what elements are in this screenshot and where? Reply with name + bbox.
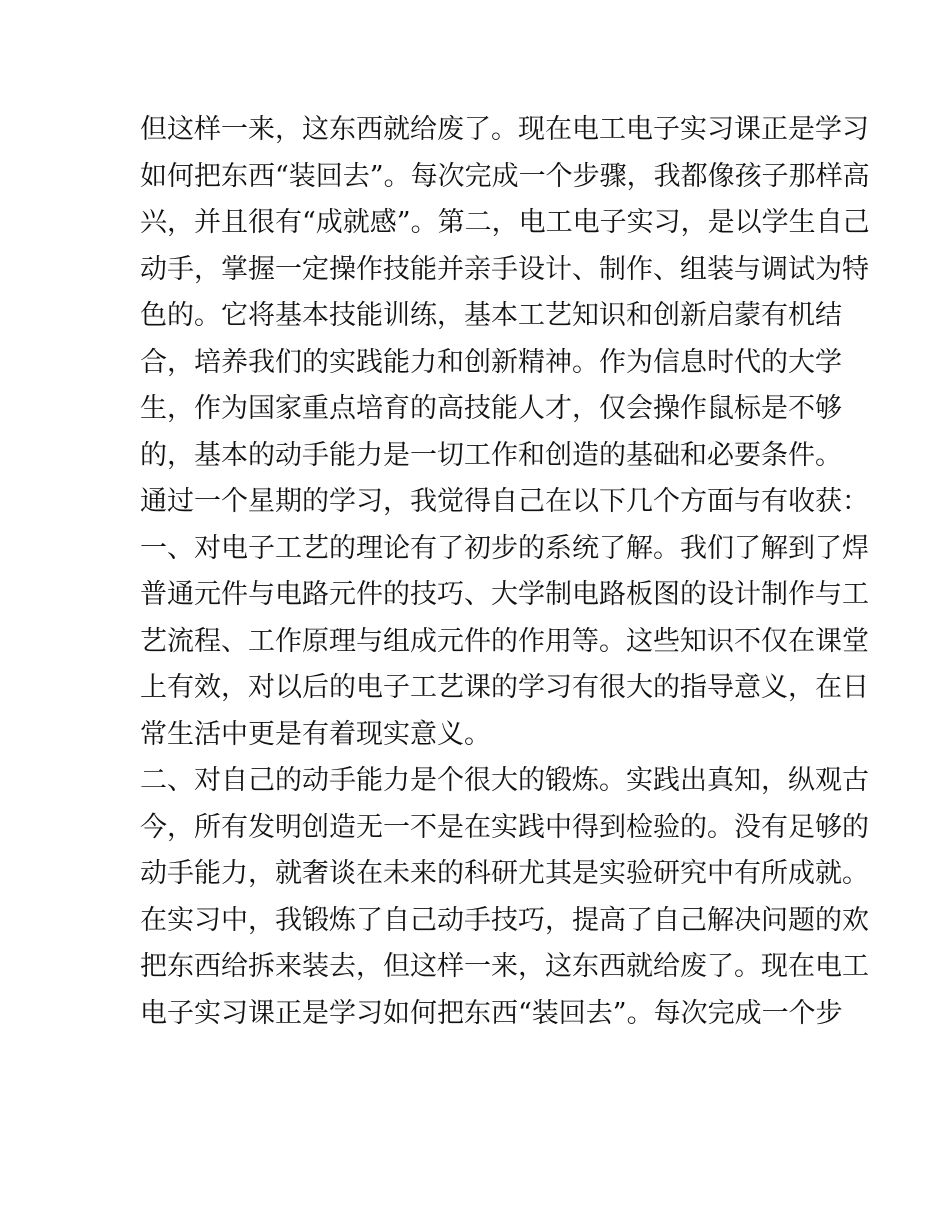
text-line: 电子实习课正是学习如何把东西“装回去”。每次完成一个步: [140, 997, 843, 1029]
text-line: 动手能力，就奢谈在未来的科研尤其是实验研究中有所成就。: [140, 858, 869, 889]
text-line: 通过一个星期的学习，我觉得自己在以下几个方面与有收获：: [140, 486, 869, 517]
text-line: 兴，并且很有“成就感”。第二，电工电子实习，是以学生自己: [140, 207, 870, 238]
text-line: 色的。它将基本技能训练，基本工艺知识和创新启蒙有机结: [140, 300, 842, 331]
text-line: 如何把东西“装回去”。每次完成一个步骤，我都像孩子那样高: [140, 160, 870, 192]
body-text: [140, 107, 870, 1037]
text-line: 生，作为国家重点培育的高技能人才，仅会操作鼠标是不够: [140, 393, 842, 424]
text-line: 合，培养我们的实践能力和创新精神。作为信息时代的大学: [140, 346, 842, 378]
text-line: 在实习中，我锻炼了自己动手技巧，提高了自己解决问题的欢: [140, 904, 869, 936]
text-line: 常生活中更是有着现实意义。: [140, 718, 491, 750]
text-line: 普通元件与电路元件的技巧、大学制电路板图的设计制作与工: [140, 579, 869, 610]
text-line: 今，所有发明创造无一不是在实践中得到检验的。没有足够的: [140, 811, 869, 843]
text-line: 但这样一来，这东西就给废了。现在电工电子实习课正是学习: [140, 114, 869, 145]
text-line: 二、对自己的动手能力是个很大的锻炼。实践出真知，纵观古: [140, 765, 869, 796]
text-line: 一、对电子工艺的理论有了初步的系统了解。我们了解到了焊: [140, 532, 869, 564]
text-line: 把东西给拆来装去，但这样一来，这东西就给废了。现在电工: [140, 951, 869, 982]
text-line: 艺流程、工作原理与组成元件的作用等。这些知识不仅在课堂: [140, 625, 869, 657]
text-line: 的，基本的动手能力是一切工作和创造的基础和必要条件。: [140, 439, 842, 471]
text-line: 动手，掌握一定操作技能并亲手设计、制作、组装与调试为特: [140, 253, 869, 285]
text-line: 上有效，对以后的电子工艺课的学习有很大的指导意义，在日: [140, 672, 869, 703]
